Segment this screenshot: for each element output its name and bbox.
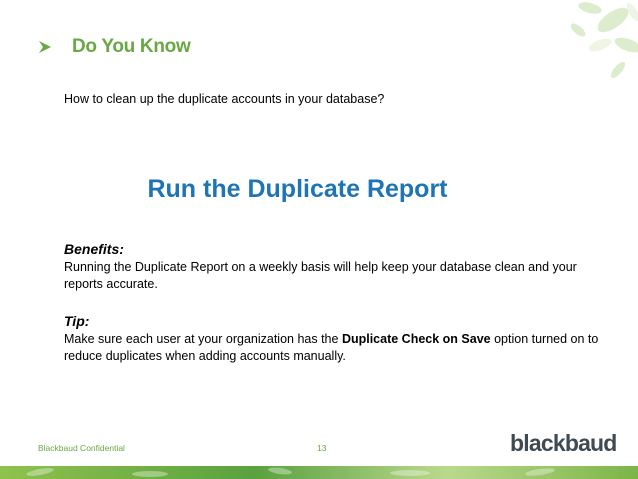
page-number: 13 (317, 443, 327, 453)
slide-title: Run the Duplicate Report (147, 175, 448, 203)
leaf-pattern-icon (0, 466, 638, 479)
tip-text-emphasis: Duplicate Check on Save (341, 332, 491, 346)
benefits-label: Benefits: (64, 241, 124, 257)
tip-text-end: option turned on to reduce duplicates when adding accounts manually. (64, 332, 599, 363)
tip-text (64, 331, 604, 365)
confidential-footer: Blackbaud Confidential (38, 443, 125, 453)
tip-section (64, 313, 604, 365)
slide-heading-row (38, 36, 190, 58)
blackbaud-logo: blackbaud (510, 430, 617, 456)
tip-label: Tip: (64, 313, 90, 329)
question-text: How to clean up the duplicate accounts in your database? (64, 92, 385, 106)
benefits-section (64, 241, 604, 293)
tip-text-start: Make sure each user at your organization has the (64, 332, 342, 346)
benefits-text: Running the Duplicate Report on a weekly basis will help keep your database clean and your reports accurate. (64, 260, 577, 291)
leaves-icon (518, 0, 638, 95)
decorative-bottom-bar (0, 466, 638, 479)
arrow-bullet-icon (38, 40, 52, 54)
slide-heading: Do You Know (72, 36, 191, 57)
